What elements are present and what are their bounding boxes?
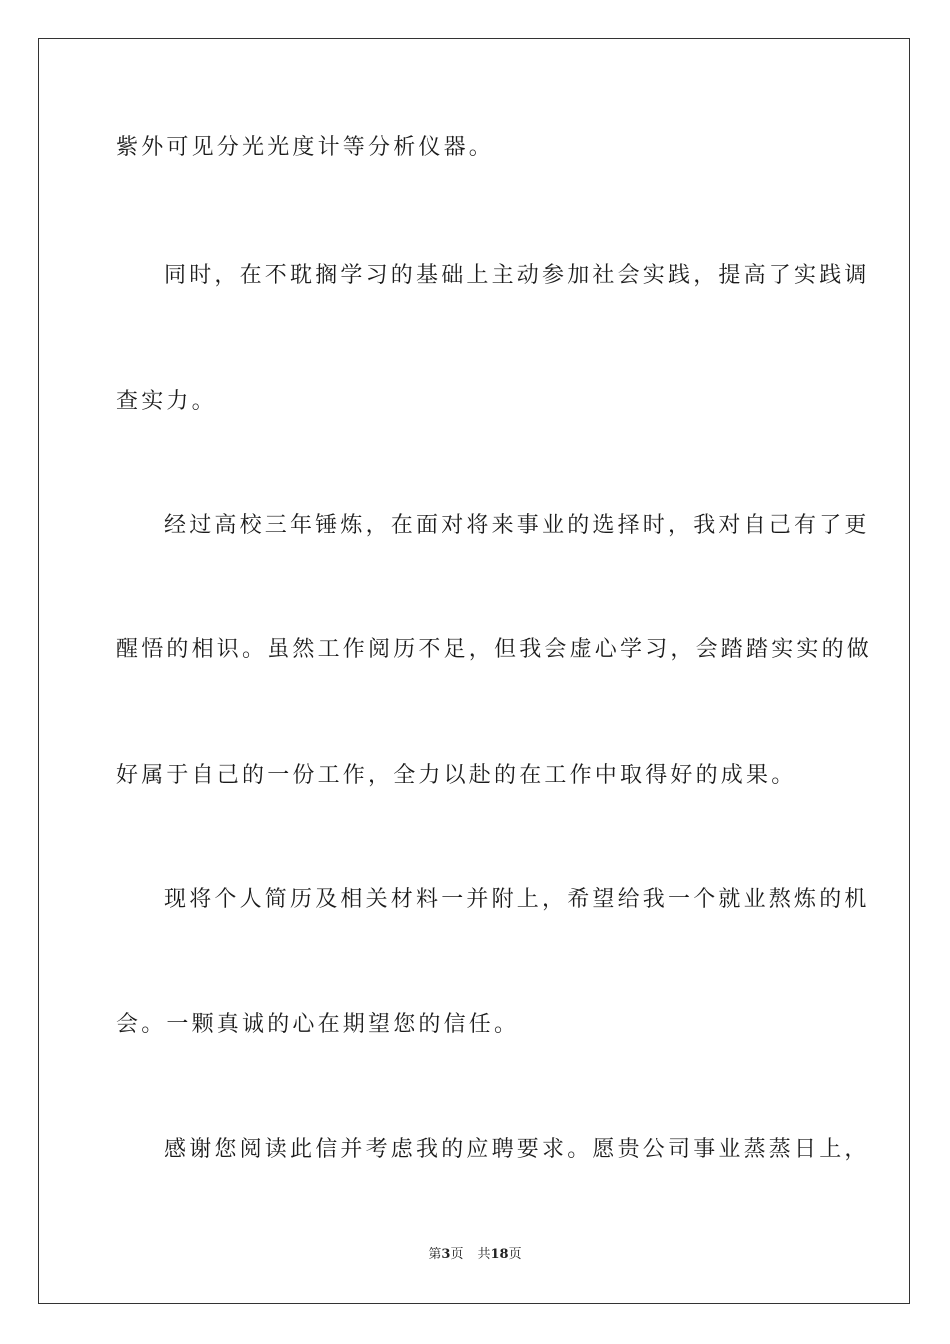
total-prefix: 共 (477, 1247, 491, 1262)
page-footer (0, 1246, 950, 1264)
text-line-4: 经过高校三年锤炼，在面对将来事业的选择时，我对自己有了更 (164, 513, 870, 538)
total-pages: 18 (490, 1247, 509, 1262)
text-line-3: 查实力。 (116, 389, 217, 414)
text-line-8: 会。一颗真诚的心在期望您的信任。 (116, 1012, 520, 1037)
total-suffix: 页 (508, 1247, 522, 1262)
page-prefix: 第 (428, 1247, 442, 1262)
page-number: 3 (441, 1247, 451, 1262)
text-line-7: 现将个人简历及相关材料一并附上，希望给我一个就业熬炼的机 (164, 887, 870, 912)
text-line-9: 感谢您阅读此信并考虑我的应聘要求。愿贵公司事业蒸蒸日上， (164, 1137, 870, 1162)
text-line-1: 紫外可见分光光度计等分析仪器。 (116, 135, 495, 160)
page-border (38, 38, 910, 1304)
page-suffix: 页 (450, 1247, 464, 1262)
text-line-5: 醒悟的相识。虽然工作阅历不足，但我会虚心学习，会踏踏实实的做 (116, 637, 873, 662)
text-line-6: 好属于自己的一份工作，全力以赴的在工作中取得好的成果。 (116, 763, 797, 788)
text-line-2: 同时，在不耽搁学习的基础上主动参加社会实践，提高了实践调 (164, 263, 870, 288)
